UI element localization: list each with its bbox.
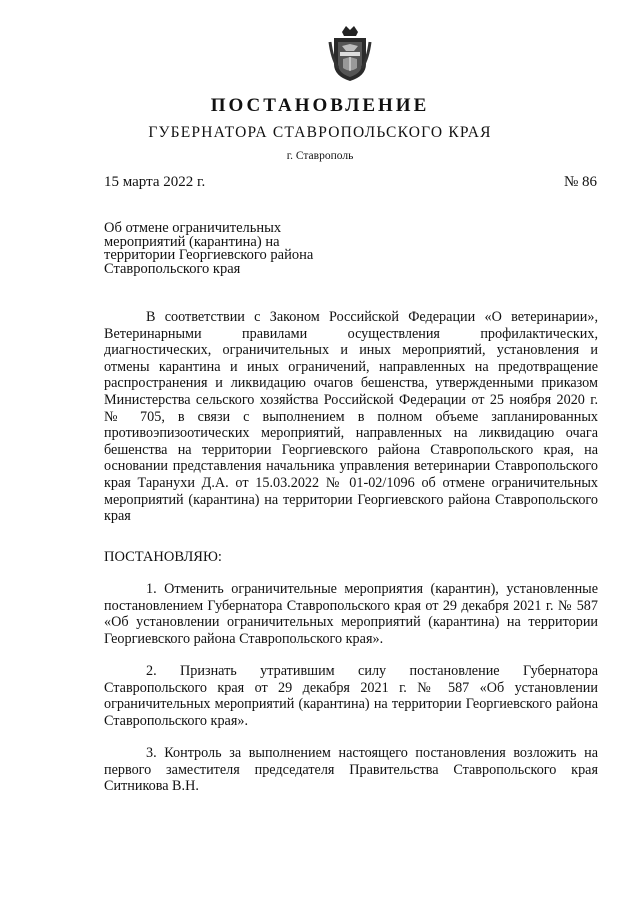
document-subject: Об отмене ограничительных мероприятий (карантина) на территории Георгиевского района Ставропольского края [104,220,314,277]
document-number: № 86 [563,174,597,190]
document-date: 15 марта 2022 г. [104,174,206,190]
item-1-paragraph: 1. Отменить ограничительные мероприятия (карантин), установленные постановлением Губернатора Ставропольского края от 29 декабря 2021 г. № 587 «Об установлении ограничительных мероприятий (карантина) на территории Георгиевского района Ставропольского края». [104,581,598,647]
decree-word: ПОСТАНОВЛЯЮ: [104,549,222,565]
issuing-authority: ГУБЕРНАТОРА СТАВРОПОЛЬСКОГО КРАЯ [148,124,492,141]
document-type-title: ПОСТАНОВЛЕНИЕ [210,95,430,116]
preamble-paragraph: В соответствии с Законом Российской Федерации «О ветеринарии», Ветеринарными правилами осуществления профилактических, диагностических, ограничительных и иных мероприятий, установления и отмены карантина и иных ограничений, направленных на предотвращение распространения и ликвидацию очагов бешенства, утвержденными приказом Министерства сельского хозяйства Российской Федерации от 25 ноября 2020 г. № 705, в связи с выполнением в полном объеме запланированных противоэпизоотических мероприятий, направленных на ликвидацию очага бешенства на территории Георгиевского района Ставропольского края, на основании представления начальника управления ветеринарии Ставропольского края Таранухи Д.А. от 15.03.2022 № 01-02/1096 об отмене ограничительных мероприятий (карантина) на территории Георгиевского района Ставропольского края [104,309,598,525]
coat-of-arms-emblem [328,24,372,82]
city-label: г. Ставрополь [286,150,354,162]
item-3-paragraph: 3. Контроль за выполнением настоящего постановления возложить на первого заместителя председателя Правительства Ставропольского края Ситникова В.Н. [104,745,598,795]
item-2-paragraph: 2. Признать утратившим силу постановление Губернатора Ставропольского края от 29 декабря 2021 г. № 587 «Об установлении ограничительных мероприятий (карантина) на территории Георгиевского района Ставропольского края». [104,663,598,729]
